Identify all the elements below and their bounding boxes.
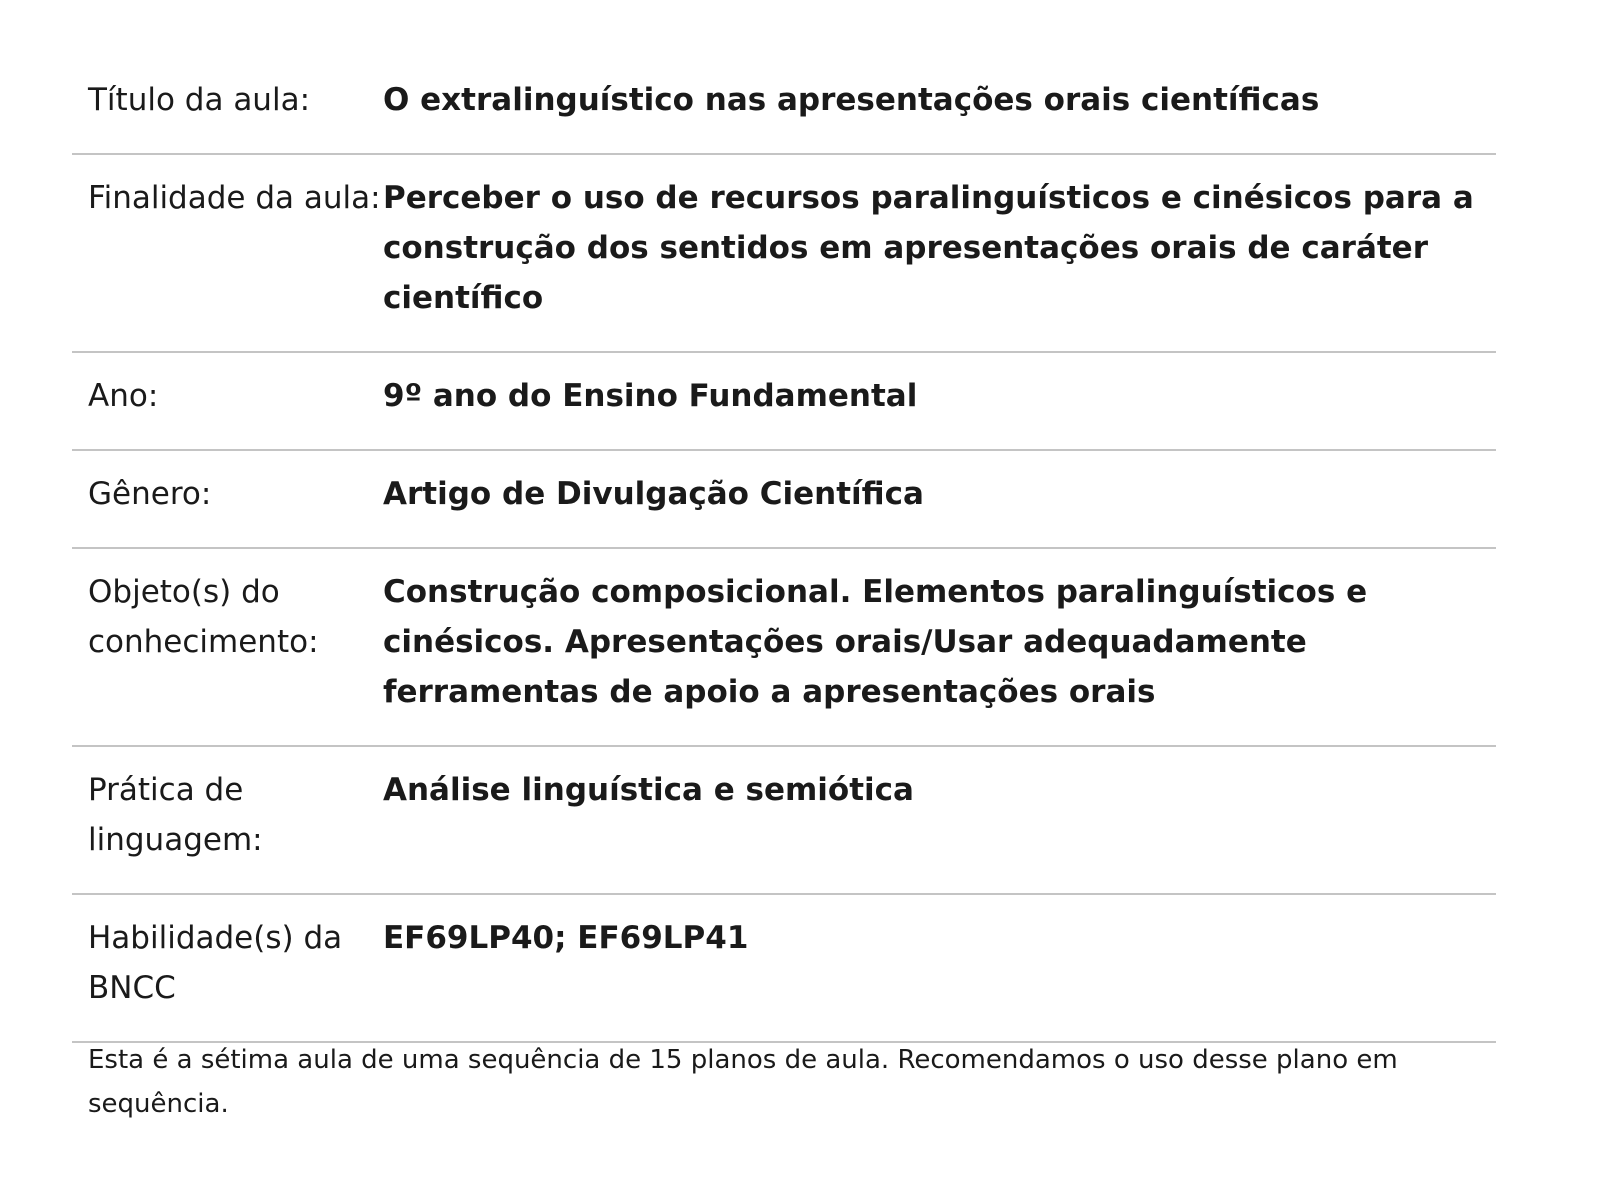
row-title <box>72 57 1496 155</box>
row-label: Finalidade da aula: <box>88 180 381 216</box>
sequence-note: Esta é a sétima aula de uma sequência de 15 planos de aula. Recomendamos o uso desse plano em sequência. <box>88 1045 1398 1119</box>
row-value: Perceber o uso de recursos paralinguísticos e cinésicos para a construção dos sentidos em apresentações orais de caráter científico <box>383 180 1474 316</box>
row-label: Prática de linguagem: <box>88 772 263 858</box>
row-label: Ano: <box>88 378 159 414</box>
row-label: Título da aula: <box>88 82 311 118</box>
row-purpose <box>72 155 1496 353</box>
row-year <box>72 353 1496 451</box>
row-knowledge-objects <box>72 549 1496 747</box>
row-bncc-skills <box>72 895 1496 1043</box>
row-value: 9º ano do Ensino Fundamental <box>383 378 918 414</box>
row-value: Artigo de Divulgação Científica <box>383 476 924 512</box>
row-value: O extralinguístico nas apresentações orais científicas <box>383 82 1320 118</box>
row-label: Objeto(s) do conhecimento: <box>88 574 319 660</box>
lesson-info-table <box>72 57 1496 1043</box>
row-label: Habilidade(s) da BNCC <box>88 920 343 1006</box>
row-value: Análise linguística e semiótica <box>383 772 914 808</box>
row-label: Gênero: <box>88 476 212 512</box>
row-value: EF69LP40; EF69LP41 <box>383 920 749 956</box>
row-language-practice <box>72 747 1496 895</box>
row-value: Construção composicional. Elementos paralinguísticos e cinésicos. Apresentações orais/Usar adequadamente ferramentas de apoio a apresentações orais <box>383 574 1368 710</box>
row-genre <box>72 451 1496 549</box>
